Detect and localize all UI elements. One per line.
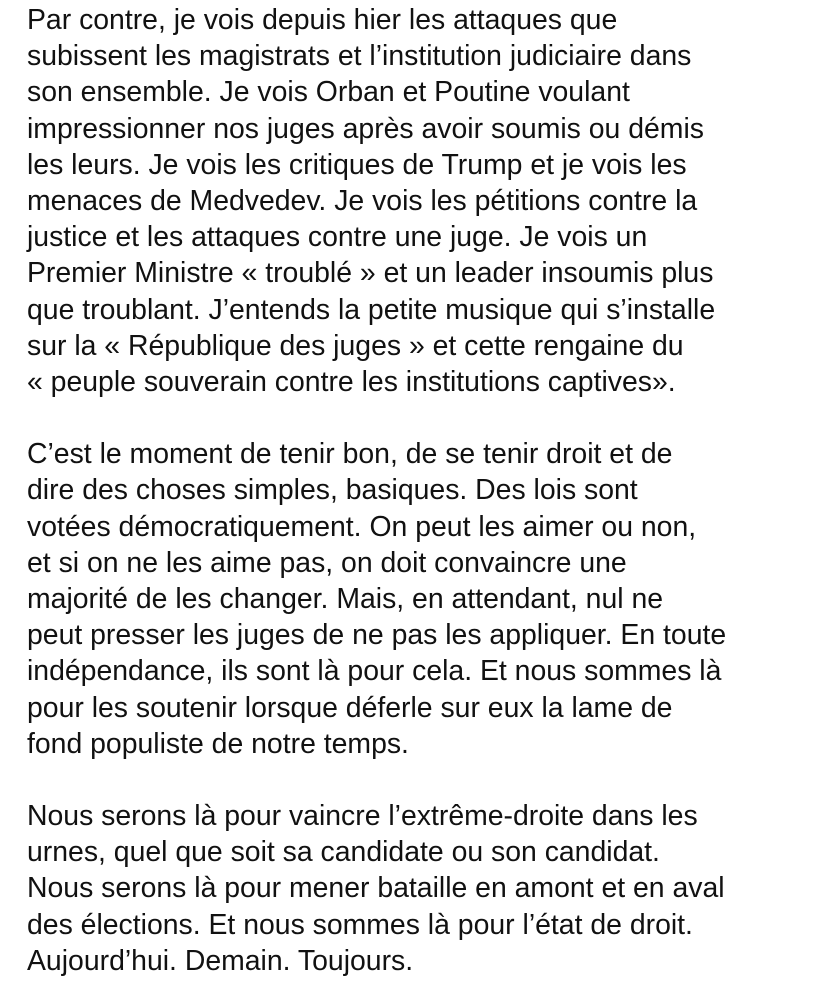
text-line: peut presser les juges de ne pas les appliquer. En toute	[27, 619, 727, 652]
paragraph-2	[27, 436, 807, 762]
paragraph-spacer	[27, 762, 807, 798]
text-line: urnes, quel que soit sa candidate ou son candidat.	[27, 836, 660, 869]
text-line: que troublant. J’entends la petite musique qui s’installe	[27, 293, 716, 326]
text-line: « peuple souverain contre les institutions captives».	[27, 366, 676, 399]
text-line: sur la « République des juges » et cette rengaine du	[27, 329, 684, 362]
text-line: Nous serons là pour mener bataille en amont et en aval	[27, 872, 725, 905]
paragraph-1	[27, 2, 807, 400]
paragraph-spacer	[27, 400, 807, 436]
text-line: Premier Ministre « troublé » et un leader insoumis plus	[27, 257, 714, 290]
text-line: les leurs. Je vois les critiques de Trump et je vois les	[27, 148, 687, 181]
text-line: et si on ne les aime pas, on doit convaincre une	[27, 546, 627, 579]
text-line: justice et les attaques contre une juge. Je vois un	[27, 221, 648, 254]
text-line: indépendance, ils sont là pour cela. Et nous sommes là	[27, 655, 722, 688]
document-body	[27, 2, 807, 979]
text-line: menaces de Medvedev. Je vois les pétitions contre la	[27, 185, 698, 218]
text-line: Aujourd’hui. Demain. Toujours.	[27, 944, 414, 977]
text-line: des élections. Et nous sommes là pour l’état de droit.	[27, 908, 693, 941]
text-line: impressionner nos juges après avoir soumis ou démis	[27, 112, 704, 145]
text-line: subissent les magistrats et l’institution judiciaire dans	[27, 40, 692, 73]
text-line: son ensemble. Je vois Orban et Poutine voulant	[27, 76, 630, 109]
text-line: pour les soutenir lorsque déferle sur eux la lame de	[27, 691, 673, 724]
text-line: fond populiste de notre temps.	[27, 727, 409, 760]
text-line: votées démocratiquement. On peut les aimer ou non,	[27, 510, 697, 543]
text-line: dire des choses simples, basiques. Des lois sont	[27, 474, 638, 507]
text-line: Nous serons là pour vaincre l’extrême-droite dans les	[27, 800, 698, 833]
text-line: Par contre, je vois depuis hier les attaques que	[27, 4, 618, 36]
paragraph-3	[27, 798, 807, 979]
text-line: C’est le moment de tenir bon, de se tenir droit et de	[27, 438, 673, 471]
text-line: majorité de les changer. Mais, en attendant, nul ne	[27, 583, 664, 616]
